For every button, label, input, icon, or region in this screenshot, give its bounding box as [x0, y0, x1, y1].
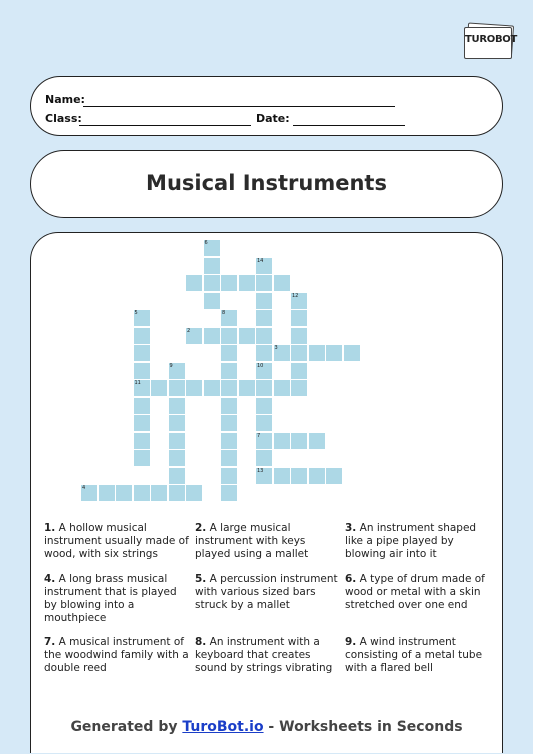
crossword-cell[interactable] [309, 345, 325, 361]
crossword-cell[interactable] [256, 468, 272, 484]
crossword-cell[interactable] [186, 485, 202, 501]
logo-text: TUROBOT [465, 34, 517, 45]
clue-text: A musical instrument of the woodwind family with a double reed [44, 636, 189, 674]
crossword-cell[interactable] [134, 363, 150, 379]
crossword-cell[interactable] [99, 485, 115, 501]
clue-number: 4. [44, 573, 56, 585]
clue-8 [195, 636, 341, 675]
crossword-cell[interactable] [256, 275, 272, 291]
crossword-cell[interactable] [204, 293, 220, 309]
cell-number: 7 [257, 432, 261, 439]
class-field[interactable] [79, 125, 251, 126]
name-field[interactable] [83, 106, 395, 107]
crossword-cell[interactable] [116, 485, 132, 501]
cell-number: 2 [187, 327, 191, 334]
crossword-cell[interactable] [239, 328, 255, 344]
cell-number: 6 [204, 240, 208, 246]
clue-1 [44, 522, 190, 561]
footer-prefix: Generated by [70, 719, 183, 735]
crossword-cell[interactable] [326, 468, 342, 484]
crossword-cell[interactable] [256, 345, 272, 361]
clue-3 [345, 522, 491, 561]
clue-6 [345, 573, 491, 612]
crossword-cell[interactable] [134, 328, 150, 344]
crossword-cell[interactable] [291, 433, 307, 449]
crossword-cell[interactable] [204, 275, 220, 291]
clue-text: A percussion instrument with various sized bars struck by a mallet [195, 573, 338, 611]
clue-text: A large musical instrument with keys played using a mallet [195, 522, 309, 560]
cell-number: 12 [292, 292, 299, 299]
clue-number: 8. [195, 636, 207, 648]
student-info-box [30, 76, 503, 136]
cell-number: 4 [82, 485, 86, 491]
footer [0, 719, 533, 735]
crossword-cell[interactable] [81, 485, 97, 501]
crossword-cell[interactable] [134, 415, 150, 431]
crossword-cell[interactable] [309, 468, 325, 484]
turobot-logo [463, 24, 515, 58]
crossword-cell[interactable] [256, 258, 272, 274]
crossword-cell[interactable] [169, 415, 185, 431]
crossword-cell[interactable] [204, 380, 220, 396]
crossword-cell[interactable] [169, 485, 185, 501]
crossword-cell[interactable] [186, 328, 202, 344]
crossword-cell[interactable] [221, 275, 237, 291]
crossword-cell[interactable] [221, 485, 237, 501]
crossword-cell[interactable] [169, 363, 185, 379]
class-label: Class: [45, 112, 82, 125]
crossword-cell[interactable] [256, 450, 272, 466]
crossword-cell[interactable] [291, 380, 307, 396]
crossword-cell[interactable] [256, 380, 272, 396]
crossword-cell[interactable] [239, 380, 255, 396]
cell-number: 3 [274, 345, 278, 351]
crossword-cell[interactable] [169, 450, 185, 466]
crossword-cell[interactable] [151, 485, 167, 501]
crossword-cell[interactable] [256, 293, 272, 309]
crossword-cell[interactable] [169, 468, 185, 484]
crossword-cell[interactable] [274, 468, 290, 484]
cell-number: 13 [257, 467, 264, 474]
cell-number: 8 [222, 310, 226, 316]
clue-number: 1. [44, 522, 56, 534]
crossword-cell[interactable] [221, 380, 237, 396]
crossword-cell[interactable] [221, 363, 237, 379]
crossword-cell[interactable] [134, 433, 150, 449]
crossword-cell[interactable] [256, 433, 272, 449]
crossword-cell[interactable] [291, 363, 307, 379]
crossword-cell[interactable] [221, 468, 237, 484]
cell-number: 14 [257, 257, 264, 264]
crossword-cell[interactable] [326, 345, 342, 361]
crossword-cell[interactable] [134, 380, 150, 396]
crossword-cell[interactable] [256, 398, 272, 414]
crossword-cell[interactable] [169, 433, 185, 449]
crossword-cell[interactable] [134, 310, 150, 326]
clue-number: 2. [195, 522, 207, 534]
clue-2 [195, 522, 341, 561]
clue-number: 9. [345, 636, 357, 648]
cell-number: 9 [169, 362, 173, 369]
crossword-cell[interactable] [186, 380, 202, 396]
crossword-cell[interactable] [169, 398, 185, 414]
crossword-cell[interactable] [291, 293, 307, 309]
crossword-cell[interactable] [151, 380, 167, 396]
page-title: Musical Instruments [146, 171, 387, 195]
cell-number: 11 [134, 380, 141, 386]
crossword-cell[interactable] [134, 450, 150, 466]
crossword-cell[interactable] [204, 258, 220, 274]
crossword-cell[interactable] [309, 433, 325, 449]
crossword-cell[interactable] [221, 398, 237, 414]
clue-number: 7. [44, 636, 56, 648]
crossword-cell[interactable] [274, 433, 290, 449]
crossword-cell[interactable] [344, 345, 360, 361]
date-label: Date: [256, 112, 290, 125]
crossword-cell[interactable] [274, 275, 290, 291]
crossword-cell[interactable] [169, 380, 185, 396]
crossword-cell[interactable] [256, 328, 272, 344]
turobot-link[interactable]: TuroBot.io [182, 719, 264, 735]
clue-number: 3. [345, 522, 357, 534]
crossword-cell[interactable] [221, 415, 237, 431]
clue-9 [345, 636, 491, 675]
crossword-cell[interactable] [134, 345, 150, 361]
clue-number: 5. [195, 573, 207, 585]
crossword-cell[interactable] [221, 345, 237, 361]
crossword-cell[interactable] [186, 275, 202, 291]
cell-number: 10 [257, 362, 264, 369]
clue-text: A wind instrument consisting of a metal tube with a flared bell [345, 636, 483, 674]
clue-number: 6. [345, 573, 357, 585]
title-box [30, 150, 503, 218]
crossword-cell[interactable] [239, 275, 255, 291]
date-field[interactable] [293, 125, 405, 126]
clue-5 [195, 573, 341, 612]
crossword-cell[interactable] [221, 433, 237, 449]
crossword-cell[interactable] [291, 310, 307, 326]
clue-7 [44, 636, 190, 675]
crossword-cell[interactable] [291, 345, 307, 361]
clue-4 [44, 573, 190, 625]
crossword-cell[interactable] [134, 485, 150, 501]
crossword-cell[interactable] [134, 398, 150, 414]
name-label: Name: [45, 93, 85, 106]
footer-suffix: - Worksheets in Seconds [263, 719, 463, 735]
clue-text: A type of drum made of wood or metal with a skin stretched over one end [345, 573, 485, 611]
crossword-cell[interactable] [291, 328, 307, 344]
crossword-cell[interactable] [274, 345, 290, 361]
crossword-cell[interactable] [274, 380, 290, 396]
crossword-cell[interactable] [221, 310, 237, 326]
clue-text: An instrument with a keyboard that creates sound by strings vibrating [195, 636, 333, 674]
crossword-cell[interactable] [256, 363, 272, 379]
crossword-cell[interactable] [204, 328, 220, 344]
cell-number: 5 [134, 310, 138, 316]
crossword-cell[interactable] [256, 310, 272, 326]
clue-text: An instrument shaped like a pipe played by blowing air into it [345, 522, 477, 560]
crossword-cell[interactable] [256, 415, 272, 431]
crossword-cell[interactable] [221, 328, 237, 344]
clue-text: A long brass musical instrument that is played by blowing into a mouthpiece [44, 573, 177, 624]
crossword-cell[interactable] [221, 450, 237, 466]
crossword-cell[interactable] [291, 468, 307, 484]
clue-text: A hollow musical instrument usually made of wood, with six strings [44, 522, 189, 560]
crossword-cell[interactable] [204, 240, 220, 256]
